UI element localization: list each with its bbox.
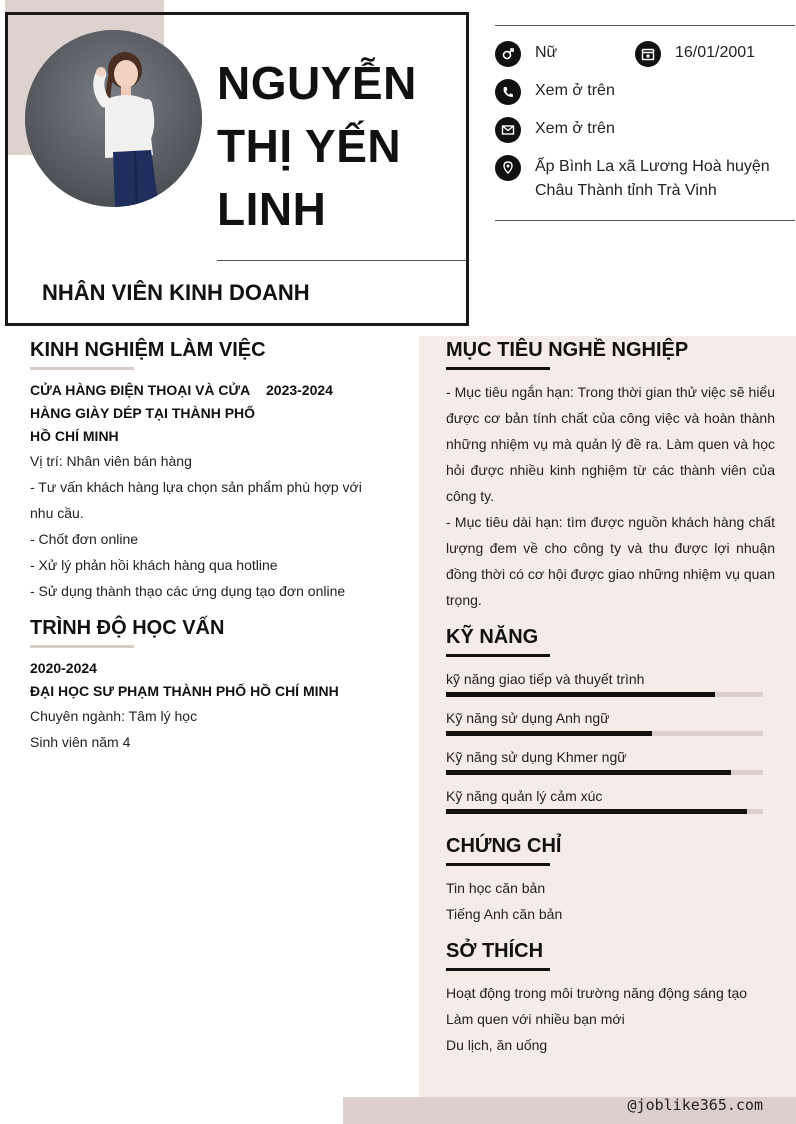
- contact-rule-top: [495, 25, 795, 26]
- address-line: Ấp Bình La xã Lương Hoà huyện: [535, 158, 770, 175]
- company-line: HÀNG GIÀY DÉP TẠI THÀNH PHỐ: [30, 405, 256, 421]
- name-line: THỊ YẾN: [217, 120, 402, 172]
- contact-rule-bottom: [495, 220, 795, 221]
- experience-heading: KINH NGHIỆM LÀM VIỆC: [30, 339, 266, 361]
- education-period: 2020-2024: [30, 660, 97, 676]
- objective-line: được cơ bản tính chất của công việc và hoàn thành: [446, 410, 775, 426]
- phone-value: Xem ở trên: [535, 82, 615, 99]
- contact-address: [495, 155, 770, 203]
- objective-line: trọng.: [446, 592, 482, 608]
- skill-bar-track: [446, 809, 763, 814]
- skill-label: Kỹ năng quản lý cảm xúc: [446, 788, 603, 804]
- gender-value: Nữ: [535, 44, 558, 61]
- skill-label: Kỹ năng sử dụng Khmer ngữ: [446, 749, 627, 765]
- objective-line: lượng đem về cho công ty và thu được lợi nhuận: [446, 540, 775, 556]
- phone-icon: [495, 79, 521, 105]
- hobby-item: Du lịch, ăn uống: [446, 1037, 548, 1053]
- job-title: NHÂN VIÊN KINH DOANH: [42, 280, 310, 305]
- skills-heading: KỸ NĂNG: [446, 626, 539, 648]
- experience-position: Vị trí: Nhân viên bán hàng: [30, 453, 192, 469]
- experience-underline: [30, 367, 134, 370]
- skill-bar-fill: [446, 770, 731, 775]
- hobby-item: Hoạt động trong môi trường năng động sáng tạo: [446, 985, 748, 1001]
- calendar-icon: [635, 41, 661, 67]
- email-icon: [495, 117, 521, 143]
- experience-period: 2023-2024: [266, 382, 333, 398]
- objective-line: công ty.: [446, 488, 494, 504]
- birthdate-value: 16/01/2001: [675, 44, 756, 61]
- objective-line: đồng thời có cơ hội được giao những nhiệm vụ quan: [446, 566, 775, 582]
- objective-heading: MỤC TIÊU NGHỀ NGHIỆP: [446, 339, 689, 361]
- footer-watermark: @joblike365.com: [627, 1096, 763, 1114]
- hobbies-heading: SỞ THÍCH: [446, 940, 544, 962]
- objective-line: những nhiệm vụ mà quản lý đề ra. Làm quen và học: [446, 436, 775, 452]
- skill-bar-fill: [446, 692, 715, 697]
- skill-bar-track: [446, 770, 763, 775]
- address-line: Châu Thành tỉnh Trà Vinh: [535, 182, 717, 199]
- name-line: LINH: [217, 183, 327, 235]
- hobby-item: Làm quen với nhiều bạn mới: [446, 1011, 625, 1027]
- education-school: ĐẠI HỌC SƯ PHẠM THÀNH PHỐ HỒ CHÍ MINH: [30, 683, 339, 699]
- skills-underline: [446, 654, 550, 657]
- contact-email: [495, 117, 615, 143]
- education-heading: TRÌNH ĐỘ HỌC VẤN: [30, 617, 225, 639]
- experience-detail: - Chốt đơn online: [30, 531, 139, 547]
- email-value: Xem ở trên: [535, 120, 615, 137]
- address-value: [535, 155, 770, 203]
- location-icon: [495, 155, 521, 181]
- skill-label: kỹ năng giao tiếp và thuyết trình: [446, 671, 645, 687]
- objective-line: - Mục tiêu ngắn hạn: Trong thời gian thử việc sẽ hiểu: [446, 384, 775, 400]
- name-divider: [217, 260, 466, 261]
- skill-bar-fill: [446, 809, 747, 814]
- experience-detail: - Tư vấn khách hàng lựa chọn sản phẩm phù hợp với: [30, 479, 362, 495]
- education-year: Sinh viên năm 4: [30, 734, 131, 750]
- gender-icon: [495, 41, 521, 67]
- hobbies-underline: [446, 968, 550, 971]
- portrait-illustration: [25, 30, 202, 207]
- avatar: [25, 30, 202, 207]
- name-line: NGUYỄN: [217, 57, 417, 109]
- experience-detail: nhu cầu.: [30, 505, 84, 521]
- certificates-underline: [446, 863, 550, 866]
- full-name: [217, 52, 462, 241]
- company-line: CỬA HÀNG ĐIỆN THOẠI VÀ CỬA: [30, 382, 251, 398]
- experience-detail: - Xử lý phản hồi khách hàng qua hotline: [30, 557, 278, 573]
- skill-bar-track: [446, 692, 763, 697]
- experience-detail: - Sử dụng thành thạo các ứng dụng tạo đơn online: [30, 583, 346, 599]
- education-underline: [30, 645, 134, 648]
- contact-birthdate: [635, 41, 755, 67]
- objective-line: - Mục tiêu dài hạn: tìm được nguồn khách hàng chất: [446, 514, 775, 530]
- certificate-item: Tin học căn bản: [446, 880, 546, 896]
- education-major: Chuyên ngành: Tâm lý học: [30, 708, 198, 724]
- skill-bar-fill: [446, 731, 652, 736]
- certificate-item: Tiếng Anh căn bản: [446, 906, 563, 922]
- objective-line: hỏi được nhiều kinh nghiệm từ các thành viên của: [446, 462, 775, 478]
- company-line: HỒ CHÍ MINH: [30, 428, 119, 444]
- contact-phone: [495, 79, 615, 105]
- skill-bar-track: [446, 731, 763, 736]
- certificates-heading: CHỨNG CHỈ: [446, 835, 562, 857]
- objective-underline: [446, 367, 550, 370]
- skill-label: Kỹ năng sử dụng Anh ngữ: [446, 710, 610, 726]
- contact-gender: [495, 41, 557, 67]
